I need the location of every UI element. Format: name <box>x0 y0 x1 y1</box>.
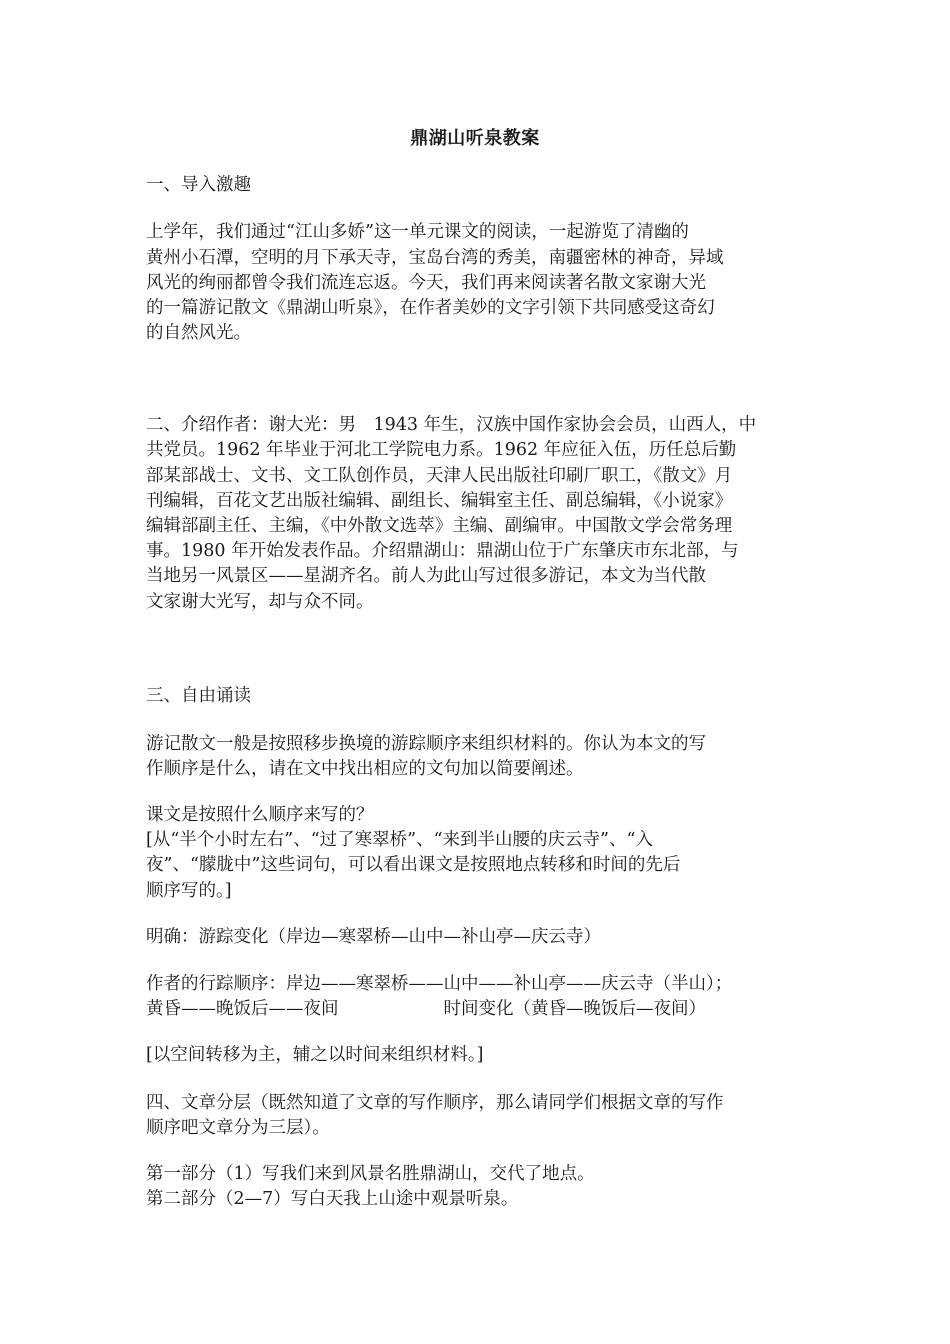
paragraph-line: 共党员。1962 年毕业于河北工学院电力系。1962 年应征入伍，历任总后勤 <box>146 440 737 460</box>
paragraph-line: 黄昏——晚饭后——夜间 时间变化（黄昏—晚饭后—夜间） <box>146 999 706 1019</box>
paragraph-line: 作者的行踪顺序：岸边——寒翠桥——山中——补山亭——庆云寺（半山）； <box>146 974 733 994</box>
paragraph-line: 风光的绚丽都曾令我们流连忘返。今天，我们再来阅读著名散文家谢大光 <box>146 273 706 293</box>
paragraph-line: 上学年，我们通过“江山多娇”这一单元课文的阅读，一起游览了清幽的 <box>146 222 689 242</box>
answer-line: 顺序写的。] <box>146 881 232 901</box>
paragraph-line: 游记散文一般是按照移步换境的游踪顺序来组织材料的。你认为本文的写 <box>146 734 706 754</box>
answer-line: [从“半个小时左右”、“过了寒翠桥”、“来到半山腰的庆云寺”、“入 <box>146 830 653 850</box>
paragraph-line: 的一篇游记散文《鼎湖山听泉》，在作者美妙的文字引领下共同感受这奇幻 <box>146 298 715 318</box>
paragraph-line: 部某部战士、文书、文工队创作员，天津人民出版社印刷厂职工，《散文》月 <box>146 466 733 486</box>
paragraph-line: 作顺序是什么，请在文中找出相应的文句加以简要阐述。 <box>146 759 584 779</box>
section-heading-layers: 四、文章分层（既然知道了文章的写作顺序，那么请同学们根据文章的写作 <box>146 1093 724 1113</box>
paragraph-line: 的自然风光。 <box>146 323 251 343</box>
paragraph-line: 明确：游踪变化（岸边—寒翠桥—山中—补山亭—庆云寺） <box>146 927 601 947</box>
paragraph-line: 第一部分（1）写我们来到风景名胜鼎湖山，交代了地点。 <box>146 1164 595 1184</box>
paragraph-line: [以空间转移为主，辅之以时间来组织材料。] <box>146 1045 484 1065</box>
section-heading-intro: 一、导入激趣 <box>146 175 251 195</box>
paragraph-line: 编辑部副主任、主编，《中外散文选萃》主编、副编审。中国散文学会常务理 <box>146 516 733 536</box>
section-heading-author: 二、介绍作者：谢大光：男 1943 年生，汉族中国作家协会会员，山西人，中 <box>146 415 757 435</box>
paragraph-line: 顺序吧文章分为三层）。 <box>146 1118 330 1138</box>
question-line: 课文是按照什么顺序来写的？ <box>146 805 374 825</box>
paragraph-line: 文家谢大光写，却与众不同。 <box>146 592 374 612</box>
paragraph-line: 第二部分（2—7）写白天我上山途中观景听泉。 <box>146 1189 519 1209</box>
paragraph-line: 刊编辑，百花文艺出版社编辑、副组长、编辑室主任、副总编辑，《小说家》 <box>146 491 733 511</box>
document-title: 鼎湖山听泉教案 <box>410 128 540 149</box>
paragraph-line: 当地另一风景区——星湖齐名。前人为此山写过很多游记，本文为当代散 <box>146 566 706 586</box>
answer-line: 夜”、“朦胧中”这些词句，可以看出课文是按照地点转移和时间的先后 <box>146 855 681 875</box>
section-heading-reading: 三、自由诵读 <box>146 686 251 706</box>
paragraph-line: 事。1980 年开始发表作品。介绍鼎湖山：鼎湖山位于广东肇庆市东北部，与 <box>146 541 739 561</box>
paragraph-line: 黄州小石潭，空明的月下承天寺，宝岛台湾的秀美，南疆密林的神奇，异域 <box>146 248 724 268</box>
